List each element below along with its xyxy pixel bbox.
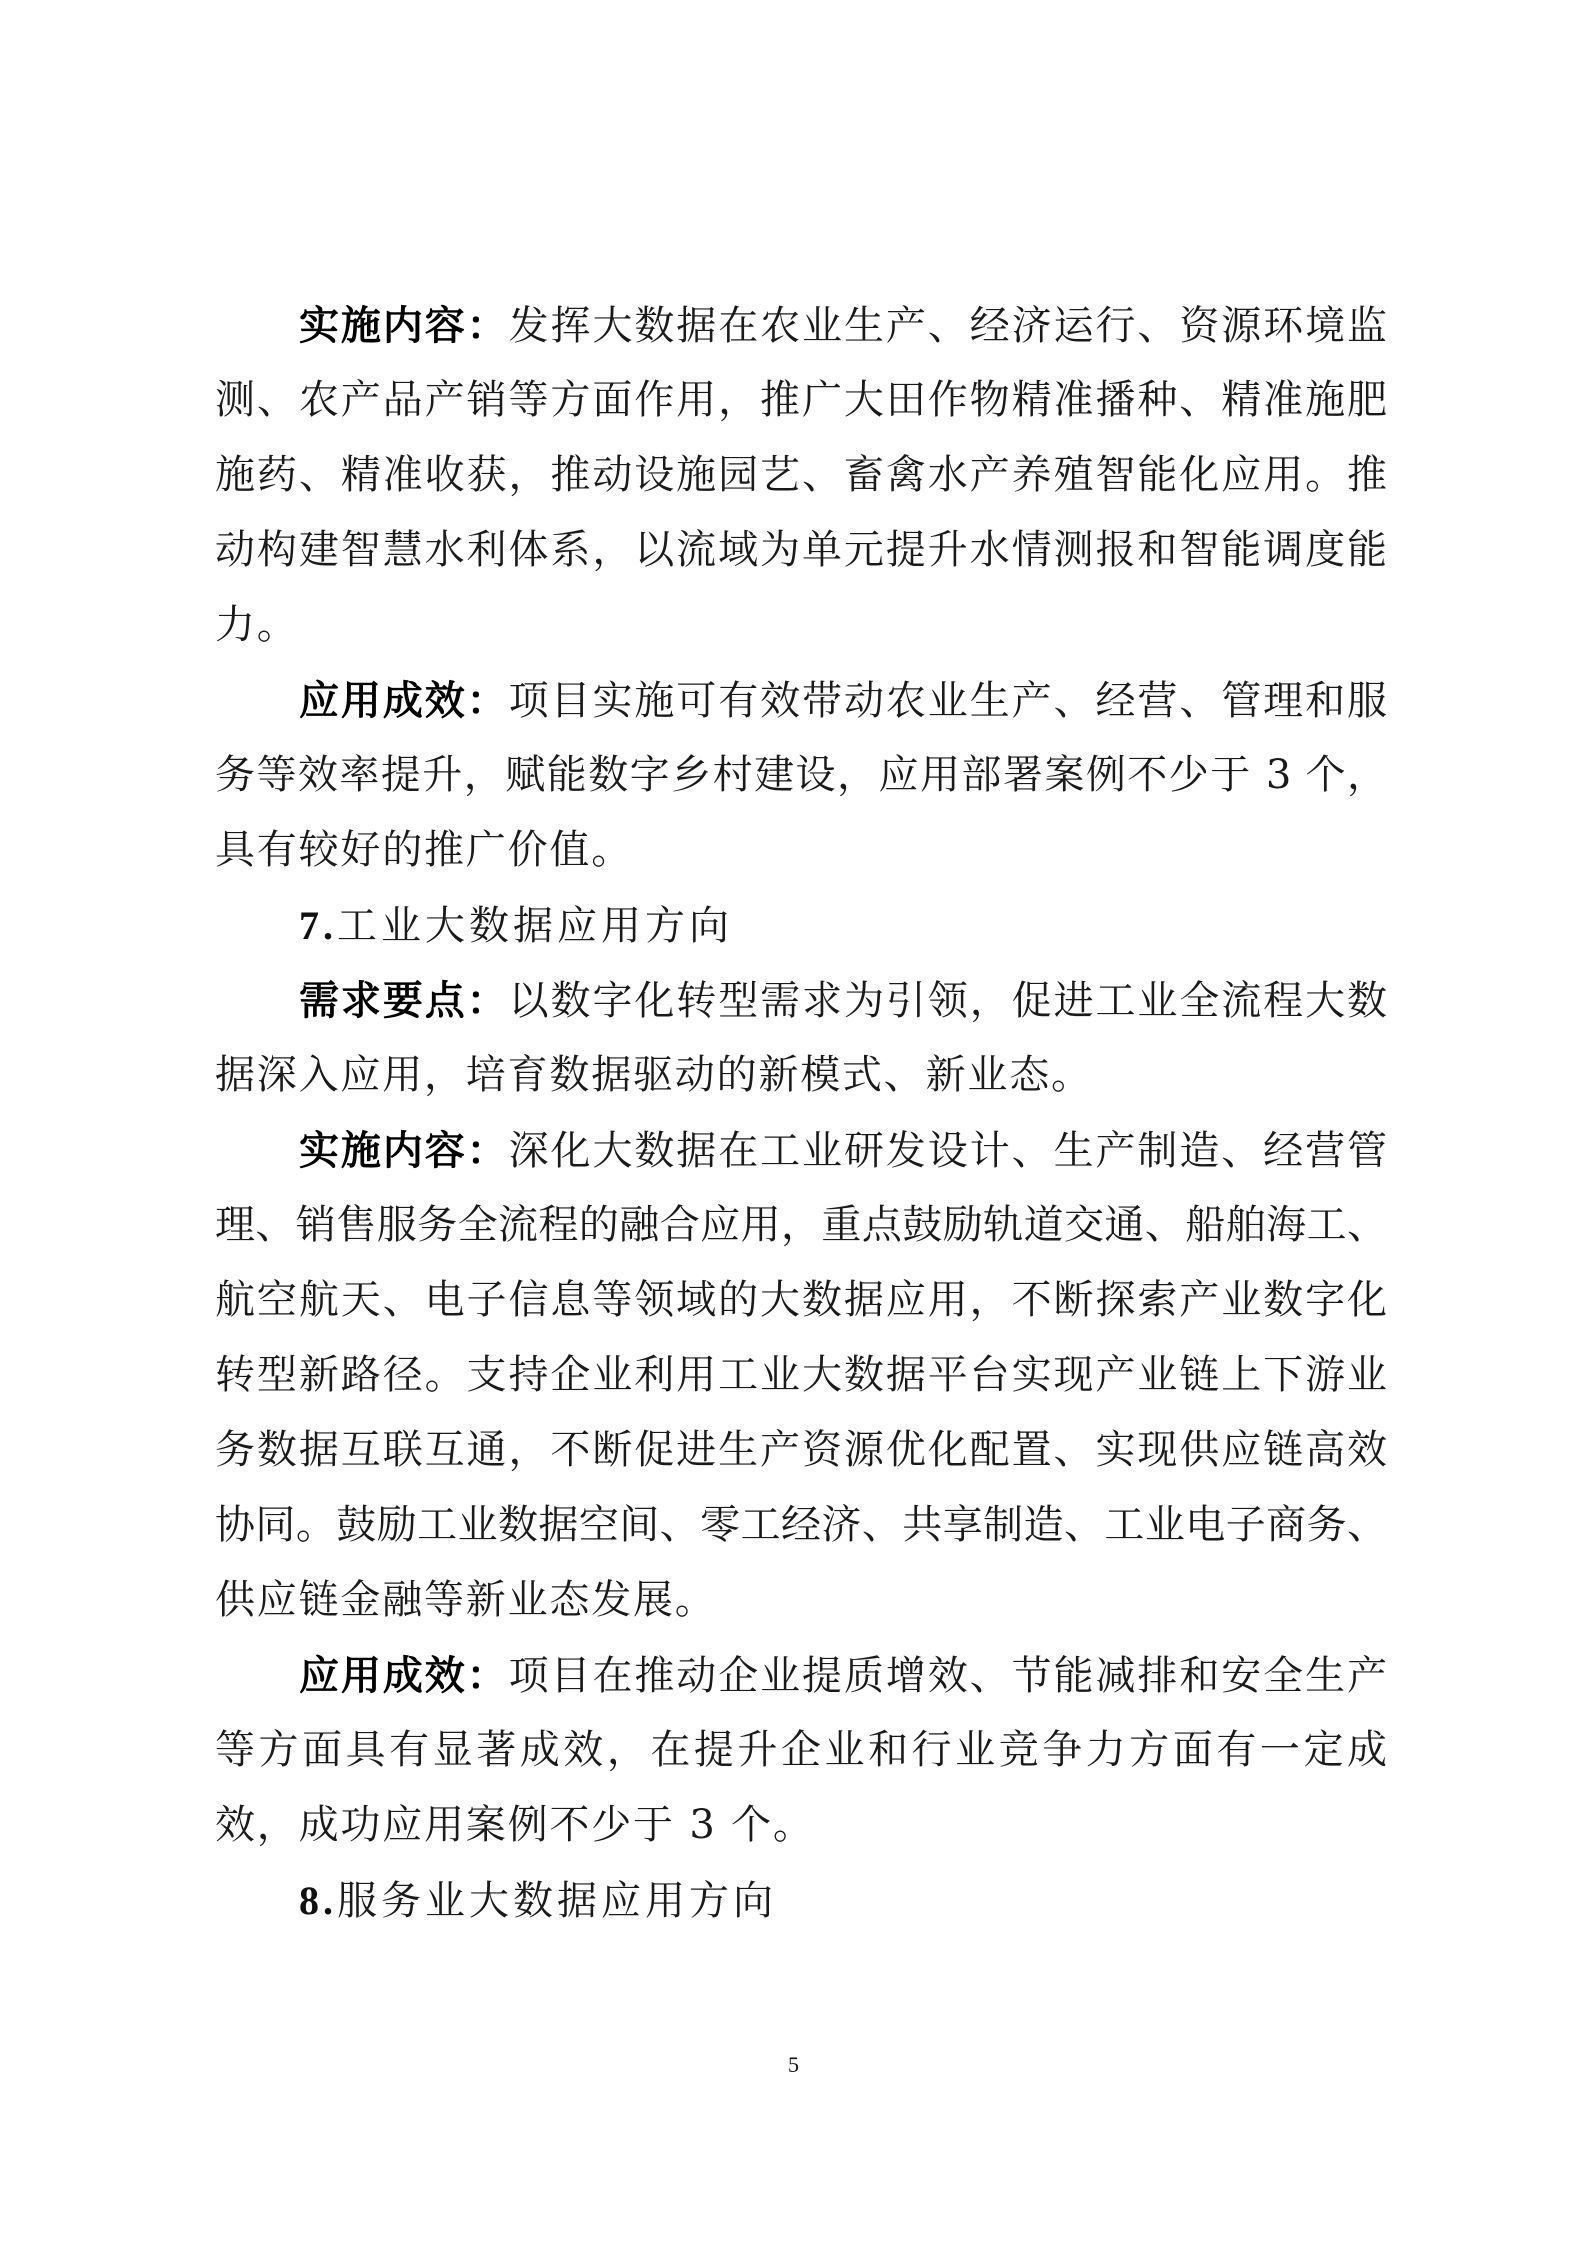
paragraph-text: 测、农产品产销等方面作用，推广大田作物精准播种、精准施肥: [215, 377, 1387, 423]
paragraph-text: 务等效率提升，赋能数字乡村建设，应用部署案例不少于 3 个，: [215, 752, 1387, 798]
paragraph-line: [215, 438, 1387, 513]
paragraph-line: [299, 1113, 1387, 1188]
paragraph-text: 发挥大数据在农业生产、经济运行、资源环境监: [508, 303, 1388, 349]
paragraph-line: [215, 1713, 1387, 1788]
paragraph-line: [215, 1038, 1387, 1113]
section-heading-7: [299, 888, 1387, 963]
paragraph-line: [215, 588, 1387, 663]
paragraph-text: 深化大数据在工业研发设计、生产制造、经营管: [508, 1128, 1388, 1174]
section-heading-8: [299, 1863, 1387, 1938]
paragraph-line: [299, 663, 1387, 738]
paragraph-text: 项目实施可有效带动农业生产、经营、管理和服: [508, 678, 1388, 724]
paragraph-text: 效，成功应用案例不少于 3 个。: [215, 1802, 815, 1848]
paragraph-text: 动构建智慧水利体系，以流域为单元提升水情测报和智能调度能: [215, 527, 1387, 573]
paragraph-line: [215, 1488, 1387, 1563]
section-number: 8.: [299, 1878, 337, 1923]
paragraph-line: [215, 738, 1387, 813]
paragraph-text: 具有较好的推广价值。: [215, 827, 633, 873]
paragraph-label: 应用成效：: [299, 677, 509, 724]
paragraph-text: 等方面具有显著成效，在提升企业和行业竞争力方面有一定成: [215, 1727, 1387, 1773]
paragraph-line: [299, 963, 1387, 1038]
paragraph-line: [299, 1638, 1387, 1713]
paragraph-line: [215, 1788, 1387, 1863]
paragraph-text: 航空航天、电子信息等领域的大数据应用，不断探索产业数字化: [215, 1277, 1387, 1323]
paragraph-line: [215, 1413, 1387, 1488]
paragraph-text: 据深入应用，培育数据驱动的新模式、新业态。: [215, 1052, 1093, 1098]
paragraph-line: [215, 1563, 1387, 1638]
paragraph-text: 力。: [215, 602, 299, 648]
paragraph-line: [215, 813, 1387, 888]
paragraph-text: 务数据互联互通，不断促进生产资源优化配置、实现供应链高效: [215, 1427, 1387, 1473]
paragraph-label: 实施内容：: [299, 1127, 509, 1174]
paragraph-text: 施药、精准收获，推动设施园艺、畜禽水产养殖智能化应用。推: [215, 452, 1387, 498]
paragraph-text: 以数字化转型需求为引领，促进工业全流程大数: [508, 978, 1388, 1024]
paragraph-label: 需求要点：: [299, 977, 509, 1024]
paragraph-line: [215, 363, 1387, 438]
section-number: 7.: [299, 903, 337, 948]
paragraph-line: [215, 1263, 1387, 1338]
page-number: 5: [788, 2052, 799, 2077]
paragraph-line: [215, 513, 1387, 588]
paragraph-line: [215, 1188, 1387, 1263]
paragraph-text: 项目在推动企业提质增效、节能减排和安全生产: [508, 1653, 1388, 1699]
section-title: 工业大数据应用方向: [337, 903, 733, 949]
paragraph-line: [299, 288, 1387, 363]
paragraph-label: 实施内容：: [299, 302, 509, 349]
paragraph-text: 理、销售服务全流程的融合应用，重点鼓励轨道交通、船舶海工、: [215, 1202, 1387, 1248]
paragraph-text: 协同。鼓励工业数据空间、零工经济、共享制造、工业电子商务、: [215, 1502, 1387, 1548]
section-title: 服务业大数据应用方向: [337, 1878, 777, 1924]
paragraph-line: [215, 1338, 1387, 1413]
paragraph-text: 转型新路径。支持企业利用工业大数据平台实现产业链上下游业: [215, 1352, 1387, 1398]
paragraph-text: 供应链金融等新业态发展。: [215, 1577, 717, 1623]
paragraph-label: 应用成效：: [299, 1652, 509, 1699]
